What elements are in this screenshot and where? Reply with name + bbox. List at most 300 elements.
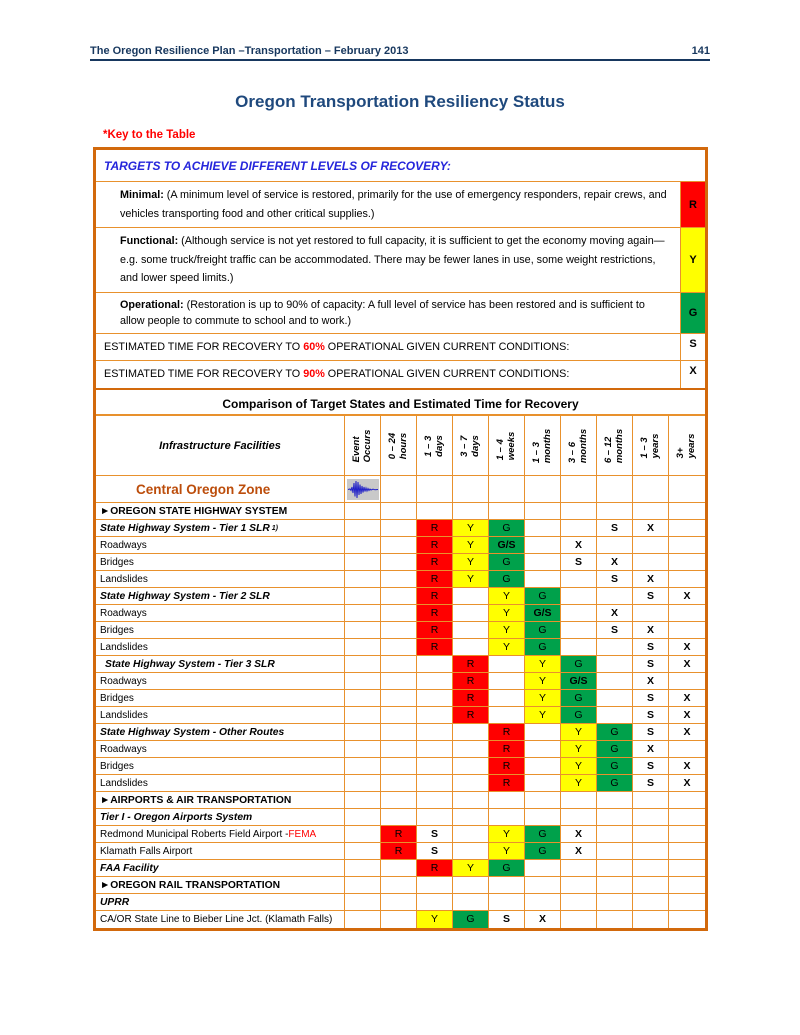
row-label: FAA Facility (96, 860, 345, 877)
status-cell (669, 622, 705, 639)
status-cell (669, 520, 705, 537)
status-cell (453, 809, 489, 826)
status-cell (345, 826, 381, 843)
status-cell (525, 520, 561, 537)
status-cell (489, 877, 525, 894)
status-cell: R (417, 605, 453, 622)
status-cell: Y (453, 571, 489, 588)
status-cell: G (525, 622, 561, 639)
column-header (525, 416, 561, 476)
status-cell (345, 707, 381, 724)
status-cell (525, 792, 561, 809)
status-cell: R (417, 554, 453, 571)
status-cell (417, 503, 453, 520)
status-cell: X (669, 758, 705, 775)
column-header-label: 3 – 7 days (458, 434, 481, 457)
status-cell: S (489, 911, 525, 928)
status-cell (525, 503, 561, 520)
status-cell (597, 809, 633, 826)
status-cell (597, 792, 633, 809)
status-cell (597, 860, 633, 877)
status-cell (381, 809, 417, 826)
row-label: Landslides (96, 707, 345, 724)
status-cell (345, 673, 381, 690)
row-label: Landslides (96, 639, 345, 656)
column-header (345, 416, 381, 476)
status-cell: R (453, 656, 489, 673)
table-row (96, 520, 705, 537)
status-cell: Y (453, 554, 489, 571)
estimate-90-text (96, 361, 680, 388)
status-cell (561, 588, 597, 605)
status-cell (489, 707, 525, 724)
status-cell (561, 792, 597, 809)
status-cell: G (561, 690, 597, 707)
status-cell: G/S (561, 673, 597, 690)
document-header (90, 45, 710, 61)
status-cell: S (597, 622, 633, 639)
status-cell: Y (453, 537, 489, 554)
status-cell: S (417, 843, 453, 860)
status-cell (669, 503, 705, 520)
status-cell: X (633, 571, 669, 588)
table-row (96, 622, 705, 639)
table-row (96, 690, 705, 707)
status-cell: R (489, 741, 525, 758)
status-cell: R (417, 537, 453, 554)
status-cell (345, 622, 381, 639)
event-occurs-cell (345, 476, 381, 503)
status-cell (381, 741, 417, 758)
status-cell (453, 843, 489, 860)
status-cell (597, 826, 633, 843)
status-cell (525, 724, 561, 741)
row-label: Redmond Municipal Roberts Field Airport - FEMA (96, 826, 345, 843)
status-cell: S (633, 707, 669, 724)
status-cell (345, 503, 381, 520)
row-label: State Highway System - Other Routes (96, 724, 345, 741)
status-cell (345, 877, 381, 894)
status-cell: X (669, 690, 705, 707)
status-cell: Y (561, 758, 597, 775)
status-cell: G (489, 860, 525, 877)
status-cell (597, 843, 633, 860)
status-cell (561, 520, 597, 537)
status-cell (597, 877, 633, 894)
table-row (96, 809, 705, 826)
status-cell (381, 894, 417, 911)
status-cell (417, 656, 453, 673)
table-row (96, 707, 705, 724)
status-cell (453, 775, 489, 792)
table-row (96, 894, 705, 911)
status-cell: Y (525, 673, 561, 690)
status-cell (633, 911, 669, 928)
status-cell: R (453, 707, 489, 724)
status-cell (561, 877, 597, 894)
status-cell: Y (525, 690, 561, 707)
status-cell: X (633, 741, 669, 758)
status-cell (633, 605, 669, 622)
status-cell: R (417, 860, 453, 877)
table-row (96, 724, 705, 741)
status-cell: G (489, 554, 525, 571)
status-cell (345, 775, 381, 792)
status-cell (633, 809, 669, 826)
status-cell: X (669, 588, 705, 605)
status-cell: G/S (489, 537, 525, 554)
key-row-minimal (96, 182, 705, 228)
key-term-minimal: Minimal: (120, 189, 164, 201)
status-cell (597, 690, 633, 707)
status-cell (633, 554, 669, 571)
column-header (633, 416, 669, 476)
status-cell: G (525, 826, 561, 843)
status-cell (597, 656, 633, 673)
status-cell: R (381, 826, 417, 843)
status-cell: G (597, 724, 633, 741)
column-header-label: 3+ years (675, 433, 697, 459)
status-cell: R (417, 520, 453, 537)
status-cell (597, 707, 633, 724)
status-cell (345, 758, 381, 775)
key-row-estimate-60 (96, 334, 705, 361)
row-label: ►OREGON RAIL TRANSPORTATION (96, 877, 345, 894)
status-cell: R (489, 724, 525, 741)
column-header (561, 416, 597, 476)
estimate-60-text (96, 334, 680, 360)
comparison-header-row (96, 416, 705, 476)
status-cell (381, 911, 417, 928)
column-header-label: 6 – 12 months (602, 428, 625, 463)
table-row (96, 843, 705, 860)
status-cell: G (525, 588, 561, 605)
status-cell (453, 894, 489, 911)
status-cell (669, 571, 705, 588)
status-cell (417, 758, 453, 775)
status-cell (525, 877, 561, 894)
status-cell (345, 792, 381, 809)
row-label: State Highway System - Tier 2 SLR (96, 588, 345, 605)
column-header (489, 416, 525, 476)
status-cell (561, 571, 597, 588)
status-cell: Y (561, 775, 597, 792)
status-cell (345, 690, 381, 707)
table-row (96, 775, 705, 792)
status-cell (633, 860, 669, 877)
status-cell (381, 571, 417, 588)
estimate-90-prefix: ESTIMATED TIME FOR RECOVERY TO (104, 368, 304, 381)
status-cell: X (633, 622, 669, 639)
status-cell: R (489, 758, 525, 775)
status-cell (489, 503, 525, 520)
status-cell: G (561, 656, 597, 673)
status-cell: Y (489, 588, 525, 605)
column-header (597, 416, 633, 476)
status-cell (381, 639, 417, 656)
status-cell (417, 690, 453, 707)
table-row (96, 605, 705, 622)
key-term-operational: Operational: (120, 298, 184, 311)
status-cell: G (453, 911, 489, 928)
table-row (96, 673, 705, 690)
status-cell: R (417, 571, 453, 588)
key-code-minimal: R (680, 182, 705, 227)
column-header-label: Event Occurs (350, 429, 373, 463)
status-cell: Y (489, 639, 525, 656)
key-desc-functional: (Although service is not yet restored to full capacity, it is sufficient to get the economy moving again—e.g. some truck/freight traffic can be accommodated. There may be fewer lanes in use, some weight restrictions, and lower speed limits.) (120, 235, 665, 285)
status-cell (525, 571, 561, 588)
header-page-number: 141 (691, 45, 710, 57)
estimate-60-percent: 60% (303, 340, 325, 353)
status-cell: X (597, 554, 633, 571)
row-label: State Highway System - Tier 3 SLR (96, 656, 345, 673)
table-row (96, 588, 705, 605)
column-header (381, 416, 417, 476)
status-cell (561, 622, 597, 639)
status-cell (381, 775, 417, 792)
table-row (96, 792, 705, 809)
status-cell: R (417, 588, 453, 605)
status-cell (669, 809, 705, 826)
status-cell (345, 537, 381, 554)
status-cell (417, 673, 453, 690)
status-cell: Y (489, 826, 525, 843)
row-label: Klamath Falls Airport (96, 843, 345, 860)
status-cell (669, 554, 705, 571)
status-cell (345, 724, 381, 741)
status-cell (633, 894, 669, 911)
key-term-functional: Functional: (120, 235, 179, 248)
status-cell (669, 894, 705, 911)
key-text-functional (96, 228, 680, 292)
status-cell: X (669, 775, 705, 792)
status-cell (381, 537, 417, 554)
status-cell (381, 673, 417, 690)
row-label: ►AIRPORTS & AIR TRANSPORTATION (96, 792, 345, 809)
status-cell (669, 673, 705, 690)
table-row (96, 911, 705, 928)
key-code-operational: G (680, 293, 705, 333)
status-cell (381, 758, 417, 775)
status-cell (381, 588, 417, 605)
row-label: Bridges (96, 690, 345, 707)
status-cell (669, 792, 705, 809)
status-cell (453, 877, 489, 894)
status-cell (669, 843, 705, 860)
status-cell: R (489, 775, 525, 792)
key-row-functional (96, 228, 705, 293)
status-cell (525, 809, 561, 826)
table-row (96, 758, 705, 775)
status-cell (417, 894, 453, 911)
status-cell: S (633, 656, 669, 673)
status-cell (453, 605, 489, 622)
empty-cell (381, 476, 417, 503)
empty-cell (417, 476, 453, 503)
table-row (96, 554, 705, 571)
status-cell (453, 741, 489, 758)
key-row-operational (96, 293, 705, 334)
status-cell (525, 860, 561, 877)
status-cell (345, 605, 381, 622)
seismograph-icon (347, 479, 379, 500)
empty-cell (561, 476, 597, 503)
status-cell: S (561, 554, 597, 571)
status-cell (489, 690, 525, 707)
column-header-label: 3 – 6 months (566, 428, 589, 463)
status-cell (381, 707, 417, 724)
table-row (96, 826, 705, 843)
status-cell: Y (417, 911, 453, 928)
status-cell (489, 656, 525, 673)
column-header-label: 1 – 3 years (638, 433, 661, 459)
status-cell (633, 503, 669, 520)
status-cell: Y (453, 520, 489, 537)
key-row-estimate-90 (96, 361, 705, 388)
row-label: Bridges (96, 554, 345, 571)
status-cell (381, 622, 417, 639)
status-cell (453, 639, 489, 656)
status-cell: X (669, 724, 705, 741)
status-cell (417, 792, 453, 809)
status-cell: Y (489, 605, 525, 622)
status-cell (453, 792, 489, 809)
empty-cell (597, 476, 633, 503)
status-cell: G/S (525, 605, 561, 622)
status-cell (453, 758, 489, 775)
status-cell (489, 894, 525, 911)
status-cell (381, 520, 417, 537)
status-cell: X (633, 520, 669, 537)
status-cell (561, 860, 597, 877)
row-label: Bridges (96, 622, 345, 639)
status-cell: S (417, 826, 453, 843)
empty-cell (633, 476, 669, 503)
table-row (96, 537, 705, 554)
status-cell (633, 877, 669, 894)
status-cell: S (597, 571, 633, 588)
status-cell (597, 503, 633, 520)
key-desc-minimal: (A minimum level of service is restored, primarily for the use of emergency responders, repair crews, and vehicles transporting food and other critical supplies.) (120, 189, 667, 220)
status-cell (417, 707, 453, 724)
empty-cell (525, 476, 561, 503)
estimate-60-prefix: ESTIMATED TIME FOR RECOVERY TO (104, 340, 304, 353)
status-cell (561, 911, 597, 928)
empty-cell (489, 476, 525, 503)
status-cell (381, 690, 417, 707)
status-cell (453, 724, 489, 741)
status-cell (381, 877, 417, 894)
status-cell: Y (561, 741, 597, 758)
status-cell (597, 537, 633, 554)
row-label: ►OREGON STATE HIGHWAY SYSTEM (96, 503, 345, 520)
key-to-table-label: *Key to the Table (103, 129, 196, 141)
status-cell (345, 894, 381, 911)
key-code-functional: Y (680, 228, 705, 292)
table-row (96, 571, 705, 588)
status-cell: S (597, 520, 633, 537)
status-cell (525, 894, 561, 911)
zone-label: Central Oregon Zone (96, 476, 345, 503)
status-cell (561, 639, 597, 656)
status-cell: Y (489, 843, 525, 860)
status-cell: X (561, 826, 597, 843)
status-cell (381, 554, 417, 571)
row-label: Roadways (96, 537, 345, 554)
status-cell: X (669, 707, 705, 724)
status-cell (453, 622, 489, 639)
status-cell: R (453, 673, 489, 690)
status-cell: S (633, 775, 669, 792)
status-cell (525, 775, 561, 792)
resiliency-table (93, 147, 708, 931)
status-cell (669, 860, 705, 877)
status-cell: G (597, 775, 633, 792)
comparison-grid (96, 416, 705, 928)
empty-cell (669, 476, 705, 503)
row-label: Bridges (96, 758, 345, 775)
page-title: Oregon Transportation Resiliency Status (235, 92, 565, 111)
status-cell (345, 809, 381, 826)
status-cell (597, 894, 633, 911)
status-cell: X (597, 605, 633, 622)
status-cell: R (453, 690, 489, 707)
status-cell (417, 724, 453, 741)
status-cell (345, 656, 381, 673)
row-label: Roadways (96, 673, 345, 690)
status-cell (345, 911, 381, 928)
status-cell: Y (453, 860, 489, 877)
status-cell: G (525, 843, 561, 860)
status-cell (345, 571, 381, 588)
status-cell (417, 775, 453, 792)
table-row (96, 503, 705, 520)
status-cell (669, 877, 705, 894)
status-cell (345, 639, 381, 656)
status-cell: R (417, 622, 453, 639)
header-title: The Oregon Resilience Plan –Transportation – February 2013 (90, 45, 409, 57)
status-cell (669, 741, 705, 758)
status-cell (597, 639, 633, 656)
row-label: Tier I - Oregon Airports System (96, 809, 345, 826)
status-cell (489, 673, 525, 690)
status-cell: S (633, 639, 669, 656)
key-code-s: S (680, 334, 705, 360)
status-cell (561, 894, 597, 911)
status-cell (489, 809, 525, 826)
status-cell (633, 843, 669, 860)
column-header-label: 0 – 24 hours (386, 432, 409, 459)
status-cell (669, 911, 705, 928)
estimate-60-suffix: OPERATIONAL GIVEN CURRENT CONDITIONS: (324, 340, 570, 353)
facilities-header: Infrastructure Facilities (96, 416, 345, 476)
status-cell: S (633, 690, 669, 707)
column-header (669, 416, 705, 476)
status-cell (633, 792, 669, 809)
status-cell: R (381, 843, 417, 860)
status-cell (525, 758, 561, 775)
status-cell: X (561, 537, 597, 554)
empty-cell (453, 476, 489, 503)
status-cell (489, 792, 525, 809)
table-row (96, 656, 705, 673)
status-cell (561, 503, 597, 520)
zone-row (96, 476, 705, 503)
row-label: CA/OR State Line to Bieber Line Jct. (Klamath Falls) (96, 911, 345, 928)
fema-label: FEMA (288, 828, 317, 840)
status-cell: G (489, 520, 525, 537)
